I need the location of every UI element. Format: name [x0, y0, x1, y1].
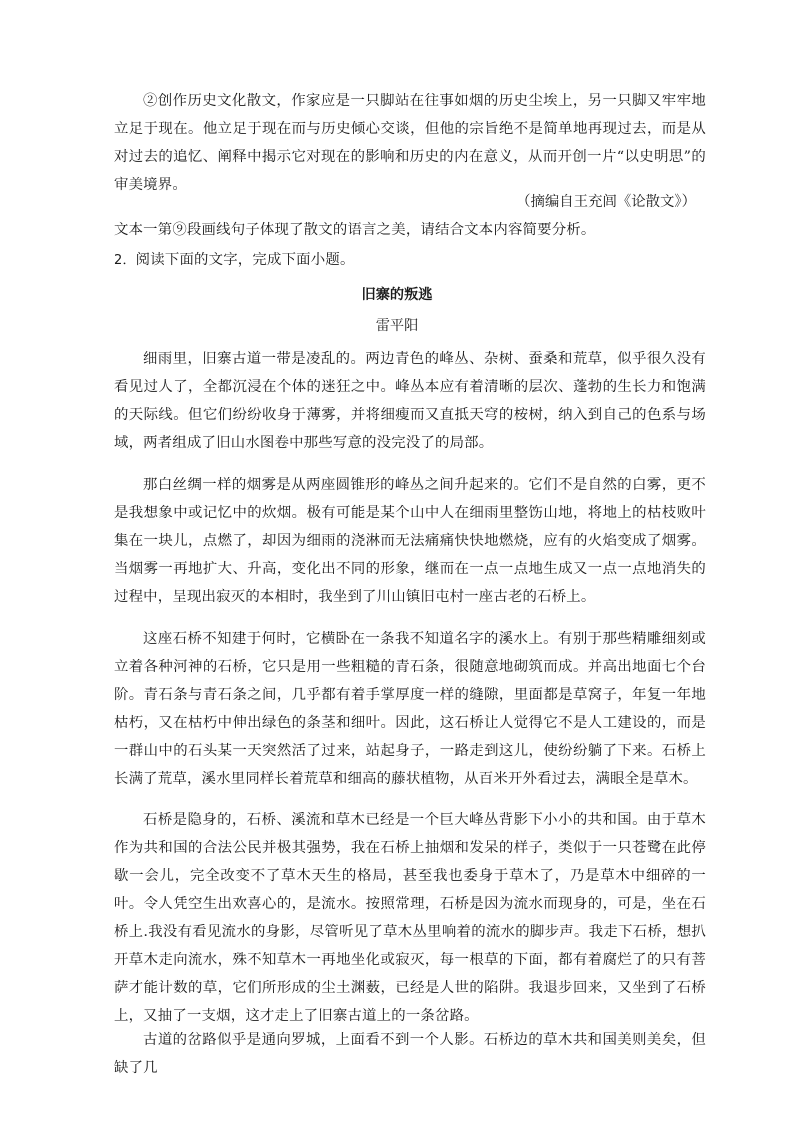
question-text: 文本一第⑨段画线句子体现了散文的语言之美，请结合文本内容简要分析。	[114, 222, 596, 238]
article-title: 旧寨的叛逃	[361, 287, 433, 303]
article-paragraph-1: 细雨里，旧寨古道一带是凌乱的。两边青色的峰丛、杂树、蚕桑和荒草，似乎很久没有看见过人了，全都沉浸在个体的迷狂之中。峰丛本应有着清晰的层次、蓬勃的生长力和饱满的天际线。但它们纷纷收身于薄雾，并将细瘦而又直抵天穹的桉树，纳入到自己的色系与场域，两者组成了旧山水图卷中那些写意的没完没了的局部。	[114, 351, 706, 451]
section-2-instruction: 阅读下面的文字，完成下面小题。	[135, 252, 355, 268]
intro-paragraph-2: ②创作历史文化散文，作家应是一只脚站在往事如烟的历史尘埃上，另一只脚又牢牢地立足于现在。他立足于现在而与历史倾心交谈，但他的宗旨绝不是简单地再现过去，而是从对过去的追忆、阐释中揭示它对现在的影响和历史的内在意义，从而开创一片“以史明思”的审美境界。	[114, 93, 706, 193]
article-paragraph-5: 古道的岔路似乎是通向罗城，上面看不到一个人影。石桥边的草木共和国美则美矣，但缺了几	[114, 1032, 706, 1076]
section-2-heading	[114, 246, 706, 275]
question-number: 2．	[114, 253, 136, 268]
article-paragraph-3: 这座石桥不知建于何时，它横卧在一条我不知道名字的溪水上。有别于那些精雕细刻或立着各种河神的石桥，它只是用一些粗糙的青石条，很随意地砌筑而成。并高出地面七个台阶。青石条与青石条之间，几乎都有着手掌厚度一样的缝隙，里面都是草窝子，年复一年地枯朽，又在枯朽中伸出绿色的条茎和细叶。因此，这石桥让人觉得它不是人工建设的，而是一群山中的石头某一天突然活了过来，站起身子，一路走到这儿，使纷纷躺了下来。石桥上长满了荒草，溪水里同样长着荒草和细高的藤状植物，从百米开外看过去，满眼全是草木。	[114, 631, 706, 787]
citation: （摘编自王充闾《论散文》）	[516, 194, 696, 210]
article-paragraph-2: 那白丝绸一样的烟雾是从两座圆锥形的峰丛之间升起来的。它们不是自然的白雾，更不是我想象中或记忆中的炊烟。极有可能是某个山中人在细雨里整饬山地，将地上的枯枝败叶集在一块儿，点燃了，却因为细雨的浇淋而无法痛痛快快地燃烧，应有的火焰变成了烟雾。当烟雾一再地扩大、升高，变化出不同的形象，继而在一点一点地生成又一点一点地消失的过程中，呈现出寂灭的本相时，我坐到了川山镇旧屯村一座古老的石桥上。	[114, 477, 706, 605]
article-paragraph-4: 石桥是隐身的，石桥、溪流和草木已经是一个巨大峰丛背影下小小的共和国。由于草木作为共和国的合法公民并极其强势，我在石桥上抽烟和发呆的样子，类似于一只苍鹭在此停歇一会儿，完全改变不了草木天生的格局，甚至我也委身于草木了，乃是草木中细碎的一叶。令人凭空生出欢喜心的，是流水。按照常理，石桥是因为流水而现身的，可是，坐在石桥上.我没有看见流水的身影，尽管听见了草木丛里响着的流水的脚步声。我走下石桥，想扒开草木走向流水，殊不知草木一再地坐化或寂灭，每一根草的下面，都有着腐烂了的只有菩萨才能计数的草，它们所形成的尘土渊薮，已经是人世的陷阱。我退步回来，又坐到了石桥上，又抽了一支烟，这才走上了旧寨古道上的一条岔路。	[114, 812, 706, 1024]
article-author: 雷平阳	[375, 318, 419, 334]
